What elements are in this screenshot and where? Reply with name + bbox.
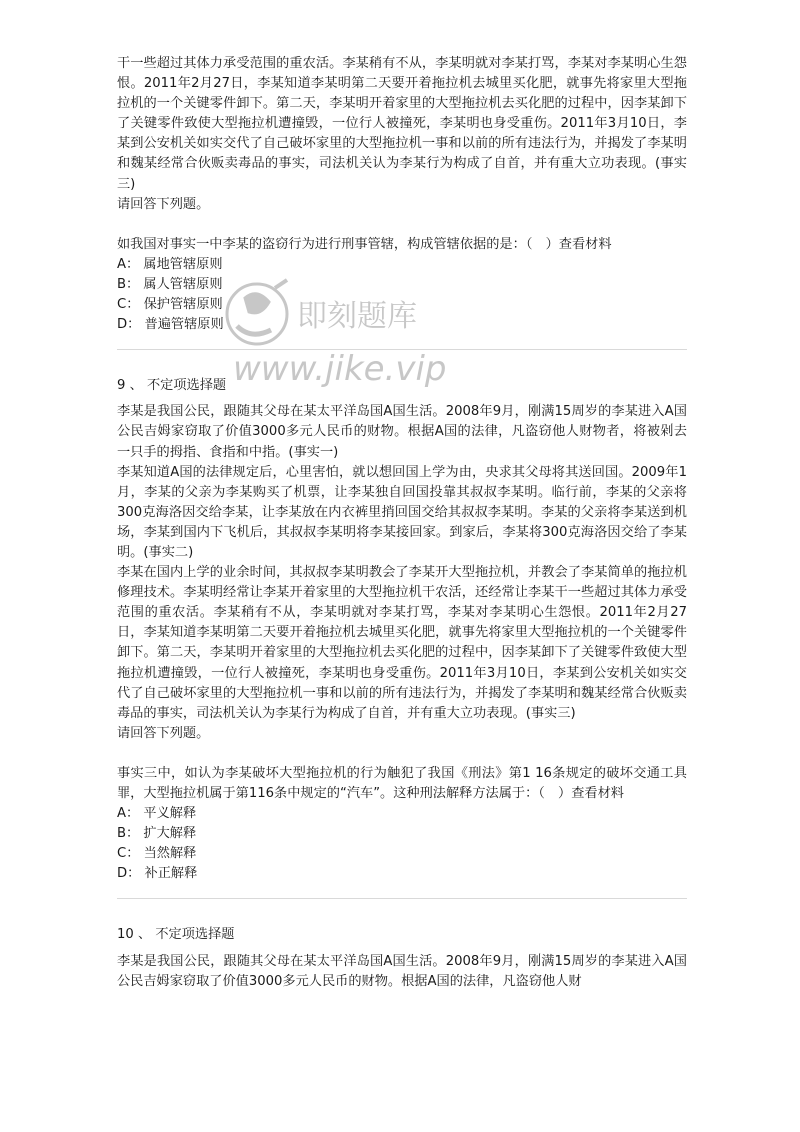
material-paragraph: 李某知道A国的法律规定后，心里害怕，就以想回国上学为由，央求其父母将其送回国。2009年1月，李某的父亲为李某购买了机票，让李某独自回国投靠其叔叔李某明。临行前，李某的父亲将300克海洛因交给李某，让李某放在内衣裤里捎回国交给其叔叔李某明。李某的父亲将李某送到机场，李某到国内下飞机后，其叔叔李某明将李某接回家。到家后，李某将300克海洛因交给了李某明。(事实二) bbox=[117, 464, 687, 560]
instruction-text: 请回答下列题。 bbox=[117, 196, 210, 212]
option-b[interactable]: B： 扩大解释 bbox=[117, 826, 197, 842]
option-d[interactable]: D： 补正解释 bbox=[117, 866, 198, 882]
option-c[interactable]: C： 保护管辖原则 bbox=[117, 297, 223, 313]
watermark-url: www.jike.vip bbox=[233, 349, 447, 389]
option-a[interactable]: A： 平义解释 bbox=[117, 806, 197, 822]
option-d[interactable]: D： 普遍管辖原则 bbox=[117, 317, 224, 333]
question-stem: 事实三中，如认为李某破坏大型拖拉机的行为触犯了我国《刑法》第1 16条规定的破坏交通工具罪，大型拖拉机属于第116条中规定的“汽车”。这种刑法解释方法属于：（ ）查看材料 bbox=[117, 765, 687, 801]
option-b[interactable]: B： 属人管辖原则 bbox=[117, 276, 223, 292]
option-c[interactable]: C： 当然解释 bbox=[117, 846, 197, 862]
material-paragraph: 李某在国内上学的业余时间，其叔叔李某明教会了李某开大型拖拉机，并教会了李某简单的拖拉机修理技术。李某明经常让李某开着家里的大型拖拉机干农活，还经常让李某干一些超过其体力承受范围的重农活。李某稍有不从，李某明就对李某打骂，李某对李某明心生怨恨。2011年2月27日，李某知道李某明第二天要开着拖拉机去城里买化肥，就事先将家里大型拖拉机的一个关键零件卸下。第二天，李某明开着家里的大型拖拉机去买化肥的过程中，因李某卸下了关键零件致使大型拖拉机遭撞毁，一位行人被撞死，李某明也身受重伤。2011年3月10日，李某到公安机关如实交代了自己破坏家里的大型拖拉机一事和以前的所有违法行为，并揭发了李某明和魏某经常合伙贩卖毒品的事实，司法机关认为李某行为构成了自首，并有重大立功表现。(事实三) bbox=[117, 565, 687, 721]
material-paragraph: 李某是我国公民，跟随其父母在某太平洋岛国A国生活。2008年9月，刚满15周岁的李某进入A国公民吉姆家窃取了价值3000多元人民币的财物。根据A国的法律，凡盗窃他人财物者，将被剁去一只手的拇指、食指和中指。(事实一) bbox=[117, 404, 687, 460]
option-a[interactable]: A： 属地管辖原则 bbox=[117, 256, 223, 272]
document-page bbox=[117, 54, 687, 992]
material-paragraph: 李某是我国公民，跟随其父母在某太平洋岛国A国生活。2008年9月，刚满15周岁的李某进入A国公民吉姆家窃取了价值3000多元人民币的财物。根据A国的法律，凡盗窃他人财 bbox=[117, 953, 687, 989]
material-paragraph: 干一些超过其体力承受范围的重农活。李某稍有不从，李某明就对李某打骂，李某对李某明心生怨恨。2011年2月27日，李某知道李某明第二天要开着拖拉机去城里买化肥，就事先将家里大型拖拉机的一个关键零件卸下。第二天，李某明开着家里的大型拖拉机去买化肥的过程中，因李某卸下了关键零件致使大型拖拉机遭撞毁，一位行人被撞死，李某明也身受重伤。2011年3月10日，李某到公安机关如实交代了自己破坏家里的大型拖拉机一事和以前的所有违法行为，并揭发了李某明和魏某经常合伙贩卖毒品的事实，司法机关认为李某行为构成了自首，并有重大立功表现。(事实三) bbox=[117, 56, 687, 192]
question-header-10: 10 、 不定项选择题 bbox=[117, 927, 235, 943]
section-divider bbox=[117, 349, 687, 350]
watermark-brand: 即刻题库 bbox=[297, 299, 417, 334]
instruction-text: 请回答下列题。 bbox=[117, 725, 210, 741]
question-stem: 如我国对事实一中李某的盗窃行为进行刑事管辖，构成管辖依据的是：（ ）查看材料 bbox=[117, 236, 612, 252]
section-divider bbox=[117, 898, 687, 899]
question-header-9: 9 、 不定项选择题 bbox=[117, 378, 227, 394]
